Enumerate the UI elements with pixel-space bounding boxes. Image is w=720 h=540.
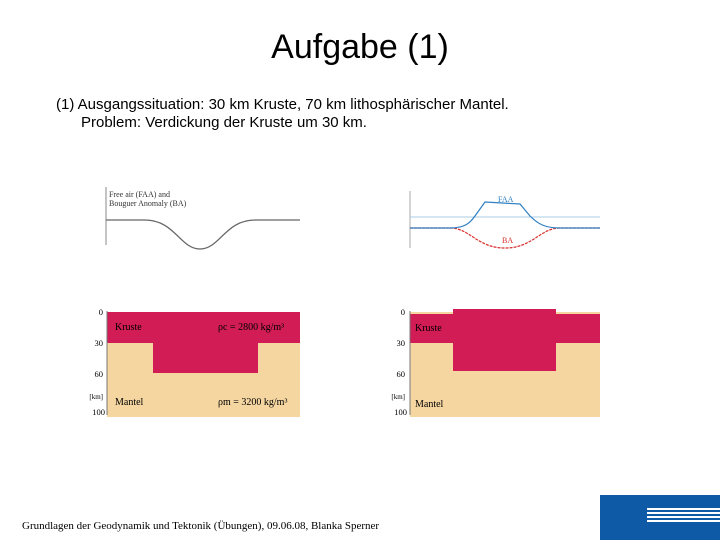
footer-text: Grundlagen der Geodynamik und Tektonik (Übungen), 09.06.08, Blanka Sperner — [22, 520, 380, 532]
intro-line-1: (1) Ausgangssituation: 30 km Kruste, 70 km lithosphärischer Mantel. — [56, 96, 509, 113]
left-tick-60: 60 — [94, 369, 103, 379]
faa-curve — [410, 202, 600, 228]
right-tick-60: 60 — [396, 369, 405, 379]
left-tick-0: 0 — [98, 307, 103, 317]
right-crust-label: Kruste — [415, 323, 442, 334]
left-anomaly-plot — [100, 185, 300, 257]
right-tick-0: 0 — [400, 307, 405, 317]
right-tick-100: 100 — [394, 407, 407, 417]
logo-stripe — [647, 520, 720, 522]
left-anomaly-label-2: Bouguer Anomaly (BA) — [109, 199, 187, 208]
left-tick-30: 30 — [94, 338, 103, 348]
intro-line-2: Problem: Verdickung der Kruste um 30 km. — [81, 114, 367, 131]
right-anomaly-plot — [405, 188, 605, 254]
right-cross-section — [385, 303, 605, 420]
right-mantle-label: Mantel — [415, 399, 444, 410]
left-cross-section — [80, 303, 305, 420]
slide-title: Aufgabe (1) — [271, 28, 449, 66]
ba-label: BA — [502, 236, 514, 245]
right-tick-km: [km] — [391, 393, 405, 401]
logo-stripe — [647, 516, 720, 518]
faa-label: FAA — [498, 195, 514, 204]
intro-text — [56, 96, 509, 132]
left-tick-100: 100 — [92, 407, 105, 417]
logo-stripe — [647, 508, 720, 510]
left-anomaly-label-1: Free air (FAA) and — [109, 190, 170, 199]
left-mantle-density: ρm = 3200 kg/m³ — [218, 397, 288, 408]
page-number: 9 — [624, 480, 632, 495]
left-mantle-label: Mantel — [115, 397, 144, 408]
left-crust-density: ρc = 2800 kg/m³ — [218, 322, 285, 333]
logo-stripes — [647, 508, 720, 528]
left-crust-label: Kruste — [115, 322, 142, 333]
right-tick-30: 30 — [396, 338, 405, 348]
left-tick-km: [km] — [89, 393, 103, 401]
logo-stripe — [647, 512, 720, 514]
